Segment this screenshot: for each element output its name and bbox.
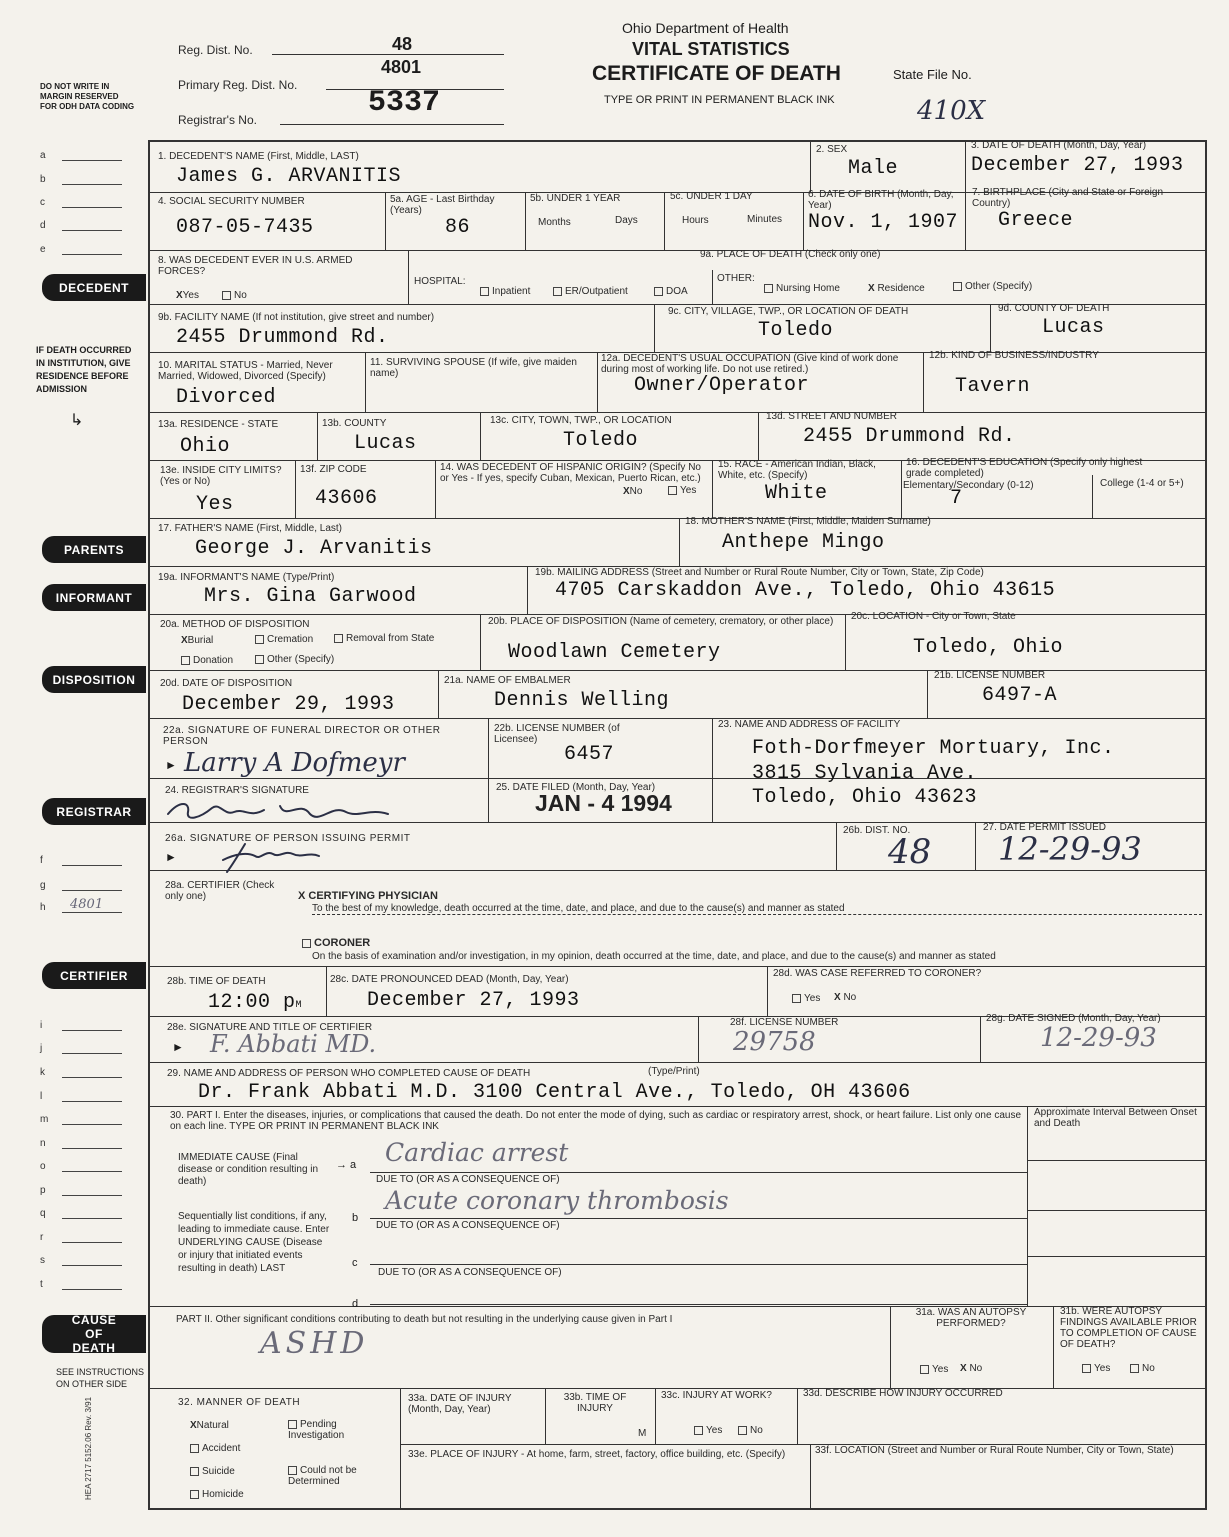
inside-city-label: 13e. INSIDE CITY LIMITS? (Yes or No) bbox=[160, 465, 282, 487]
mother-name[interactable]: Anthepe Mingo bbox=[722, 531, 885, 554]
residence-street-label: 13d. STREET AND NUMBER bbox=[766, 411, 897, 422]
at-work-yes-option[interactable]: Yes bbox=[694, 1425, 722, 1436]
cause-line-b: Acute coronary thrombosis bbox=[385, 1186, 729, 1215]
removal-option[interactable]: Removal from State bbox=[334, 633, 434, 644]
undetermined-option[interactable]: Could not be Determined bbox=[288, 1465, 357, 1487]
margin-code-h: 4801 bbox=[70, 897, 104, 912]
at-work-no-option[interactable]: No bbox=[738, 1425, 763, 1436]
manner-label: 32. MANNER OF DEATH bbox=[178, 1397, 301, 1408]
agency-name: Ohio Department of Health bbox=[622, 20, 789, 36]
race-label: 15. RACE - American Indian, Black, White, etc. (Specify) bbox=[718, 459, 876, 481]
margin-letter: a bbox=[40, 150, 46, 161]
armed-no-option[interactable]: No bbox=[222, 290, 247, 301]
registrar-no-value: 5337 bbox=[368, 86, 441, 120]
residence-option[interactable]: X Residence bbox=[868, 283, 925, 294]
education-college-label: College (1-4 or 5+) bbox=[1100, 478, 1184, 489]
marital-status-label: 10. MARITAL STATUS - Married, Never Married, Widowed, Divorced (Specify) bbox=[158, 360, 333, 382]
burial-option[interactable]: XBurial bbox=[181, 635, 214, 646]
residence-state[interactable]: Ohio bbox=[180, 435, 231, 458]
coroner-statement: On the basis of examination and/or investigation, in my opinion, death occurred at the time, date, and place, and due to the cause(s) and manner as stated bbox=[312, 951, 996, 962]
margin-note: DO NOT WRITE IN MARGIN RESERVED FOR ODH DATA CODING bbox=[40, 82, 135, 111]
due-to-b: DUE TO (OR AS A CONSEQUENCE OF) bbox=[376, 1220, 560, 1231]
residence-street[interactable]: 2455 Drummond Rd. bbox=[803, 425, 1016, 448]
time-of-death[interactable]: 12:00 pM bbox=[208, 991, 303, 1014]
director-license-label: 22b. LICENSE NUMBER (of Licensee) bbox=[494, 723, 620, 745]
margin-letter: d bbox=[40, 220, 46, 231]
permit-date-label: 27. DATE PERMIT ISSUED bbox=[983, 822, 1106, 833]
residence-county[interactable]: Lucas bbox=[354, 432, 417, 455]
education-elem[interactable]: 7 bbox=[950, 487, 963, 510]
primary-reg-value: 4801 bbox=[381, 57, 422, 77]
completer-name-address[interactable]: Dr. Frank Abbati M.D. 3100 Central Ave., Toledo, OH 43606 bbox=[198, 1081, 911, 1104]
section-tab-disposition: DISPOSITION bbox=[42, 666, 146, 693]
occupation[interactable]: Owner/Operator bbox=[634, 374, 810, 397]
birthplace[interactable]: Greece bbox=[998, 209, 1074, 232]
cause-line-a: Cardiac arrest bbox=[385, 1138, 569, 1167]
city-of-death-label: 9c. CITY, VILLAGE, TWP., OR LOCATION OF DEATH bbox=[668, 306, 909, 317]
findings-yes-option[interactable]: Yes bbox=[1082, 1363, 1110, 1374]
age-value[interactable]: 86 bbox=[445, 216, 471, 239]
margin-letter: o bbox=[40, 1161, 46, 1172]
margin-letter: f bbox=[40, 855, 43, 866]
margin-letter: g bbox=[40, 880, 46, 891]
city-of-death[interactable]: Toledo bbox=[758, 319, 834, 342]
permit-date: 12-29-93 bbox=[998, 830, 1142, 868]
decedent-name[interactable]: James G. ARVANITIS bbox=[176, 165, 402, 188]
completer-type-note: (Type/Print) bbox=[648, 1066, 700, 1077]
director-sig-label: 22a. SIGNATURE OF FUNERAL DIRECTOR OR OTHER PERSON bbox=[163, 725, 441, 747]
facility-line-3[interactable]: Toledo, Ohio 43623 bbox=[752, 786, 978, 809]
injury-place-label: 33e. PLACE OF INJURY - At home, farm, street, factory, office building, etc. (Specify) bbox=[408, 1449, 786, 1460]
line-d-marker: d bbox=[352, 1298, 359, 1310]
permit-signature bbox=[215, 840, 325, 874]
date-of-birth[interactable]: Nov. 1, 1907 bbox=[808, 211, 959, 234]
margin-letter: j bbox=[40, 1043, 43, 1054]
state-file-label: State File No. bbox=[893, 67, 972, 82]
injury-date-label: 33a. DATE OF INJURY (Month, Day, Year) bbox=[408, 1393, 512, 1415]
surviving-spouse-label: 11. SURVIVING SPOUSE (If wife, give maiden name) bbox=[370, 357, 577, 379]
margin-letter: c bbox=[40, 197, 45, 208]
reg-dist-label: Reg. Dist. No. bbox=[178, 43, 253, 57]
margin-letter: m bbox=[40, 1114, 49, 1125]
margin-letter: n bbox=[40, 1138, 46, 1149]
pending-option[interactable]: Pending Investigation bbox=[288, 1419, 345, 1441]
margin-letter: b bbox=[40, 174, 46, 185]
disposition-place[interactable]: Woodlawn Cemetery bbox=[508, 641, 721, 664]
director-license[interactable]: 6457 bbox=[564, 743, 615, 766]
dist-no-label: 26b. DIST. NO. bbox=[843, 825, 911, 836]
part-2-value: ASHD bbox=[260, 1326, 369, 1361]
race[interactable]: White bbox=[765, 482, 828, 505]
registrar-no-label: Registrar's No. bbox=[178, 113, 257, 127]
father-name[interactable]: George J. Arvanitis bbox=[195, 537, 433, 560]
immediate-cause-label: IMMEDIATE CAUSE (Final disease or condition resulting in death) bbox=[178, 1152, 319, 1187]
arrow-right-icon: ↳ bbox=[70, 412, 84, 429]
informant-name[interactable]: Mrs. Gina Garwood bbox=[204, 585, 417, 608]
hispanic-yes-option[interactable]: Yes bbox=[668, 485, 696, 496]
due-to-c: DUE TO (OR AS A CONSEQUENCE OF) bbox=[378, 1267, 562, 1278]
natural-option[interactable]: XNatural bbox=[190, 1420, 229, 1431]
disposition-date-label: 20d. DATE OF DISPOSITION bbox=[160, 678, 293, 689]
director-signature: Larry A Dofmeyr bbox=[184, 748, 405, 778]
disposition-date[interactable]: December 29, 1993 bbox=[182, 693, 395, 716]
autopsy-label: 31a. WAS AN AUTOPSY PERFORMED? bbox=[915, 1307, 1027, 1329]
pronounced-label: 28c. DATE PRONOUNCED DEAD (Month, Day, Year) bbox=[330, 974, 569, 985]
section-tab-parents: PARENTS bbox=[42, 536, 146, 563]
injury-time-m: M bbox=[638, 1428, 647, 1439]
residence-city-label: 13c. CITY, TOWN, TWP., OR LOCATION bbox=[490, 415, 672, 426]
facility-line-1[interactable]: Foth-Dorfmeyer Mortuary, Inc. bbox=[752, 737, 1115, 760]
er-outpatient-option[interactable]: ER/Outpatient bbox=[553, 286, 628, 297]
section-tab-registrar: REGISTRAR bbox=[42, 798, 146, 825]
embalmer-license-label: 21b. LICENSE NUMBER bbox=[934, 670, 1046, 681]
certifier-license-label: 28f. LICENSE NUMBER bbox=[730, 1017, 839, 1028]
nursing-home-option[interactable]: Nursing Home bbox=[764, 283, 840, 294]
certifier-license: 29758 bbox=[733, 1027, 816, 1057]
interval-label: Approximate Interval Between Onset and Death bbox=[1034, 1107, 1197, 1129]
hispanic-no-option[interactable]: XNo bbox=[623, 486, 643, 497]
state-file-value: 410X bbox=[917, 96, 986, 126]
completer-label: 29. NAME AND ADDRESS OF PERSON WHO COMPLETED CAUSE OF DEATH bbox=[167, 1068, 531, 1079]
business[interactable]: Tavern bbox=[955, 375, 1031, 398]
place-of-death-label: 9a. PLACE OF DEATH (Check only one) bbox=[700, 249, 881, 260]
margin-letter: h bbox=[40, 902, 46, 913]
injury-location-label: 33f. LOCATION (Street and Number or Rural Route Number, City or Town, State) bbox=[815, 1445, 1174, 1456]
disposition-location[interactable]: Toledo, Ohio bbox=[913, 636, 1064, 659]
margin-letter: p bbox=[40, 1185, 46, 1196]
date-filed-stamp: JAN - 4 1994 bbox=[535, 790, 672, 816]
disposition-location-label: 20c. LOCATION - City or Town, State bbox=[851, 611, 1016, 622]
facility-line-2[interactable]: 3815 Sylvania Ave. bbox=[752, 762, 978, 785]
coroner-referred-label: 28d. WAS CASE REFERRED TO CORONER? bbox=[773, 968, 982, 979]
hispanic-label: 14. WAS DECEDENT OF HISPANIC ORIGIN? (Specify No or Yes - If yes, specify Cuban, Mexican, Puerto Rican, etc.) bbox=[440, 462, 701, 484]
primary-reg-label: Primary Reg. Dist. No. bbox=[178, 78, 298, 92]
due-to-a: DUE TO (OR AS A CONSEQUENCE OF) bbox=[376, 1174, 560, 1185]
embalmer-name[interactable]: Dennis Welling bbox=[494, 689, 670, 712]
dist-no: 48 bbox=[888, 832, 932, 872]
date-of-birth-label: 6. DATE OF BIRTH (Month, Day, Year) bbox=[808, 189, 954, 211]
margin-letter: s bbox=[40, 1255, 45, 1266]
hours-label: Hours bbox=[682, 215, 709, 226]
sex-label: 2. SEX bbox=[816, 144, 848, 155]
homicide-option[interactable]: Homicide bbox=[190, 1489, 244, 1500]
days-label: Days bbox=[615, 215, 638, 226]
section-tab-certifier: CERTIFIER bbox=[42, 962, 146, 989]
section-tab-cause: CAUSE OF DEATH bbox=[42, 1315, 146, 1353]
line-a-marker: → a bbox=[336, 1159, 357, 1171]
father-label: 17. FATHER'S NAME (First, Middle, Last) bbox=[158, 523, 342, 534]
facility-value[interactable]: 2455 Drummond Rd. bbox=[176, 326, 389, 349]
county-of-death-label: 9d. COUNTY OF DEATH bbox=[998, 303, 1110, 314]
form-code: HEA 2717 5152.06 Rev. 3/91 bbox=[84, 1396, 93, 1500]
findings-label: 31b. WERE AUTOPSY FINDINGS AVAILABLE PRIOR TO COMPLETION OF CAUSE OF DEATH? bbox=[1060, 1306, 1197, 1350]
injury-time-label: 33b. TIME OF INJURY bbox=[563, 1392, 627, 1414]
accident-option[interactable]: Accident bbox=[190, 1443, 240, 1454]
coroner-referred-yes[interactable]: Yes bbox=[792, 993, 820, 1004]
informant-address[interactable]: 4705 Carskaddon Ave., Toledo, Ohio 43615 bbox=[555, 579, 1056, 602]
embalmer-label: 21a. NAME OF EMBALMER bbox=[444, 675, 571, 686]
triangle-pointer-icon: ► bbox=[165, 758, 177, 772]
margin-letter: r bbox=[40, 1232, 44, 1243]
ink-instruction: TYPE OR PRINT IN PERMANENT BLACK INK bbox=[604, 94, 835, 106]
business-label: 12b. KIND OF BUSINESS/INDUSTRY bbox=[929, 350, 1099, 361]
pronounced-date[interactable]: December 27, 1993 bbox=[367, 989, 580, 1012]
months-label: Months bbox=[538, 217, 571, 228]
inside-city[interactable]: Yes bbox=[196, 493, 234, 516]
margin-letter: i bbox=[40, 1020, 43, 1031]
residence-county-label: 13b. COUNTY bbox=[322, 418, 387, 429]
facility-label: 9b. FACILITY NAME (If not institution, give street and number) bbox=[158, 312, 435, 323]
section-tab-informant: INFORMANT bbox=[42, 584, 146, 611]
sequential-label: Sequentially list conditions, if any, leading to immediate cause. Enter UNDERLYING CAUSE (Disease or injury that initiated events resulting in death) LAST bbox=[178, 1211, 330, 1274]
margin-letter: k bbox=[40, 1067, 45, 1078]
other-specify-option[interactable]: Other (Specify) bbox=[953, 281, 1032, 292]
date-signed-label: 28g. DATE SIGNED (Month, Day, Year) bbox=[986, 1013, 1161, 1024]
suicide-option[interactable]: Suicide bbox=[190, 1466, 235, 1477]
date-signed: 12-29-93 bbox=[1040, 1023, 1157, 1053]
birthplace-label: 7. BIRTHPLACE (City and State or Foreign Country) bbox=[972, 187, 1164, 209]
armed-forces-label: 8. WAS DECEDENT EVER IN U.S. ARMED FORCES? bbox=[158, 255, 353, 277]
marital-status[interactable]: Divorced bbox=[176, 386, 277, 409]
margin-letter: q bbox=[40, 1208, 46, 1219]
informant-address-label: 19b. MAILING ADDRESS (Street and Number or Rural Route Number, City or Town, State, Zip Code) bbox=[535, 567, 984, 578]
zip-code[interactable]: 43606 bbox=[315, 487, 378, 510]
occupation-label: 12a. DECEDENT'S USUAL OCCUPATION (Give kind of work done during most of working life. Do not use retired.) bbox=[601, 353, 899, 375]
certifying-physician-option[interactable]: X CERTIFYING PHYSICIAN bbox=[298, 890, 438, 902]
injury-how-label: 33d. DESCRIBE HOW INJURY OCCURRED bbox=[803, 1388, 1003, 1399]
mother-label: 18. MOTHER'S NAME (First, Middle, Maiden Surname) bbox=[685, 516, 931, 527]
date-of-death-label: 3. DATE OF DEATH (Month, Day, Year) bbox=[971, 140, 1147, 151]
donation-option[interactable]: Donation bbox=[181, 655, 233, 666]
residence-city[interactable]: Toledo bbox=[563, 429, 639, 452]
findings-no-option[interactable]: No bbox=[1130, 1363, 1155, 1374]
at-work-label: 33c. INJURY AT WORK? bbox=[661, 1390, 772, 1401]
line-b-marker: b bbox=[352, 1212, 359, 1224]
doa-option[interactable]: DOA bbox=[654, 286, 688, 297]
sex-value[interactable]: Male bbox=[848, 157, 899, 180]
physician-statement: To the best of my knowledge, death occurred at the time, date, and place, and due to the cause(s) and manner as stated bbox=[312, 903, 845, 914]
inpatient-option[interactable]: Inpatient bbox=[480, 286, 530, 297]
registrar-signature bbox=[160, 796, 410, 826]
triangle-pointer-icon: ► bbox=[172, 1040, 184, 1054]
triangle-pointer-icon: ► bbox=[165, 850, 177, 864]
time-of-death-label: 28b. TIME OF DEATH bbox=[167, 976, 266, 987]
certifier-signature: F. Abbati MD. bbox=[210, 1030, 377, 1058]
zip-label: 13f. ZIP CODE bbox=[300, 464, 367, 475]
institution-note: IF DEATH OCCURRED IN INSTITUTION, GIVE RESIDENCE BEFORE ADMISSION bbox=[36, 345, 132, 394]
informant-name-label: 19a. INFORMANT'S NAME (Type/Print) bbox=[158, 572, 335, 583]
autopsy-no-option[interactable]: X No bbox=[960, 1363, 983, 1374]
ssn-label: 4. SOCIAL SECURITY NUMBER bbox=[158, 196, 305, 207]
residence-state-label: 13a. RESIDENCE - STATE bbox=[158, 419, 279, 430]
education-elem-label: Elementary/Secondary (0-12) bbox=[903, 480, 1034, 491]
other-place-label: OTHER: bbox=[717, 273, 755, 284]
education-label: 16. DECEDENT'S EDUCATION (Specify only highest grade completed) bbox=[906, 457, 1143, 479]
age-label: 5a. AGE - Last Birthday (Years) bbox=[390, 194, 495, 216]
disposition-method-label: 20a. METHOD OF DISPOSITION bbox=[160, 619, 310, 630]
date-of-death[interactable]: December 27, 1993 bbox=[971, 154, 1184, 177]
margin-letter: e bbox=[40, 244, 46, 255]
funeral-facility-label: 23. NAME AND ADDRESS OF FACILITY bbox=[718, 719, 901, 730]
form-heading-title: CERTIFICATE OF DEATH bbox=[592, 62, 841, 85]
registrar-sig-label: 24. REGISTRAR'S SIGNATURE bbox=[165, 785, 309, 796]
under-1-year-label: 5b. UNDER 1 YEAR bbox=[530, 193, 621, 204]
section-tab-decedent: DECEDENT bbox=[42, 274, 146, 301]
certifier-label: 28a. CERTIFIER (Check only one) bbox=[165, 880, 275, 902]
coroner-referred-no[interactable]: X No bbox=[834, 992, 857, 1003]
part-1-label: 30. PART I. Enter the diseases, injuries, or complications that caused the death. Do not enter the mode of dying, such as cardiac or respiratory arrest, shock, or heart failure. List only one cause on each line. TYPE OR PRINT IN PERMANENT BLACK INK bbox=[170, 1110, 1022, 1132]
disposition-place-label: 20b. PLACE OF DISPOSITION (Name of cemetery, crematory, or other place) bbox=[488, 616, 834, 627]
ssn-value[interactable]: 087-05-7435 bbox=[176, 216, 314, 239]
margin-letter: l bbox=[40, 1091, 43, 1102]
under-1-day-label: 5c. UNDER 1 DAY bbox=[670, 191, 753, 202]
part-2-label: PART II. Other significant conditions contributing to death but not resulting in the underlying cause given in Part I bbox=[176, 1314, 673, 1325]
minutes-label: Minutes bbox=[747, 214, 783, 225]
county-of-death[interactable]: Lucas bbox=[1042, 316, 1105, 339]
coroner-option[interactable]: CORONER bbox=[302, 938, 370, 949]
date-filed-label: 25. DATE FILED (Month, Day, Year) bbox=[496, 782, 656, 793]
embalmer-license[interactable]: 6497-A bbox=[982, 684, 1058, 707]
cremation-option[interactable]: Cremation bbox=[255, 634, 313, 645]
hospital-label: HOSPITAL: bbox=[414, 276, 466, 287]
margin-letter: t bbox=[40, 1279, 43, 1290]
other-disposition-option[interactable]: Other (Specify) bbox=[255, 654, 334, 665]
line-c-marker: c bbox=[352, 1257, 358, 1269]
reg-dist-value: 48 bbox=[392, 34, 413, 54]
armed-yes-option[interactable]: XYes bbox=[176, 290, 199, 301]
form-heading-vital: VITAL STATISTICS bbox=[632, 39, 790, 59]
see-instructions: SEE INSTRUCTIONS ON OTHER SIDE bbox=[56, 1367, 145, 1389]
permit-sig-label: 26a. SIGNATURE OF PERSON ISSUING PERMIT bbox=[165, 833, 411, 844]
decedent-name-label: 1. DECEDENT'S NAME (First, Middle, LAST) bbox=[158, 151, 359, 162]
autopsy-yes-option[interactable]: Yes bbox=[920, 1364, 948, 1375]
certifier-sig-label: 28e. SIGNATURE AND TITLE OF CERTIFIER bbox=[167, 1022, 373, 1033]
